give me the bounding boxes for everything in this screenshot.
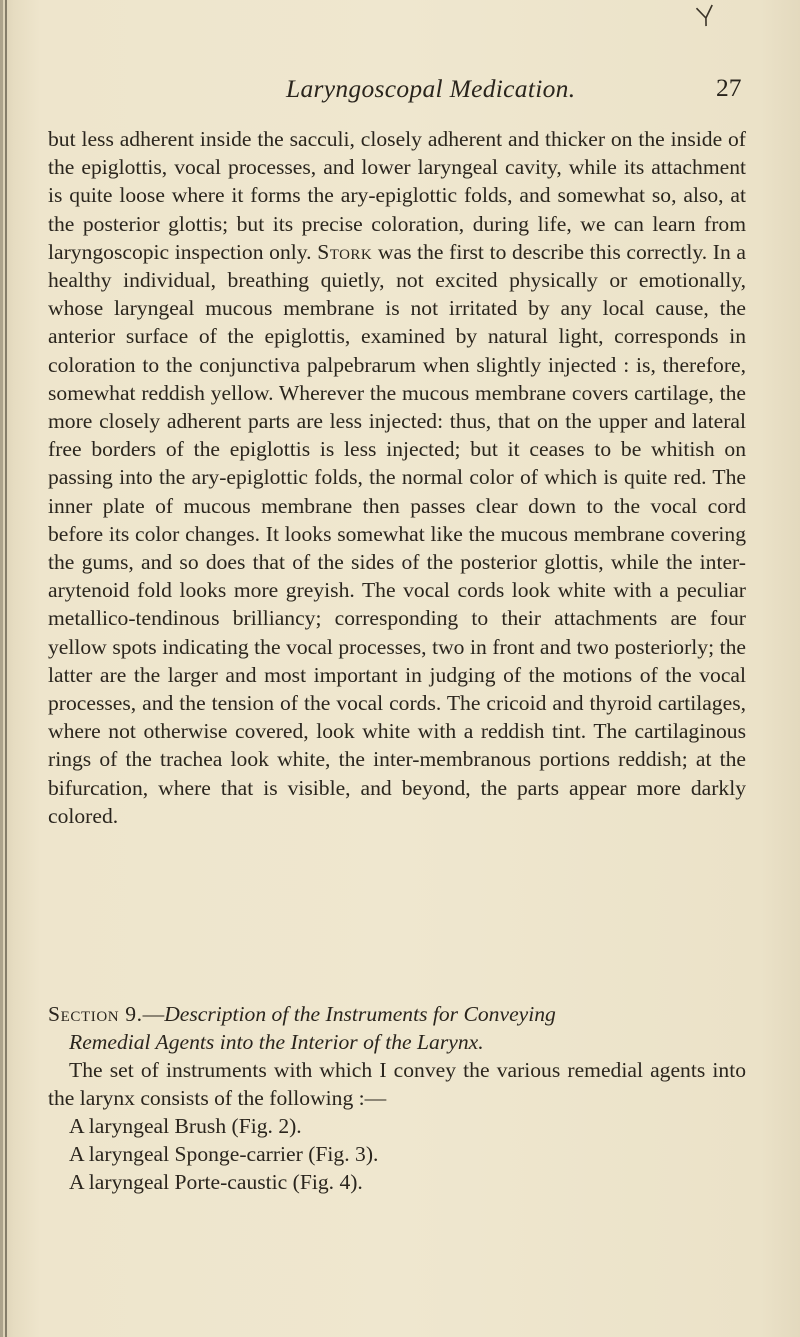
ink-mark-icon	[693, 3, 718, 30]
running-head-title: Laryngoscopal Medication.	[286, 74, 576, 103]
body-text-part-1: but less adherent inside the sacculi, closely adherent and thicker on the inside of the epiglottis, vocal processes, and lower laryngeal cavity, while its attachment is quite loose where it forms the ary-epiglottic folds, and somewhat so, also, at the posterior glottis; but its precise coloration, during life, we can learn from laryngoscopic inspection only.	[48, 127, 746, 264]
body-text-part-2: was the first to describe this correctly. In a healthy individual, breathing quietly, not excited physically or emotionally, whose laryngeal mucous membrane is not irritated by any local cause, the anterior surface of the epiglottis, examined by natural light, corresponds in coloration to the conjunctiva palpebrarum when slightly injected : is, therefore, somewhat reddish yellow. Wherever the mucous membrane covers cartilage, the more closely adherent parts are less injected: thus, that on the upper and lateral free borders of the epiglottis is less injected; but it ceases to be whitish on passing into the ary-epiglottic folds, the normal color of which is quite red. The inner plate of mucous membrane then passes clear down to the vocal cord before its color changes. It looks somewhat like the mucous membrane covering the gums, and so does that of the sides of the posterior glottis, while the inter-arytenoid fold looks more greyish. The vocal cords look white with a peculiar metallico-tendinous brilliancy; corresponding to their attachments are four yellow spots indicating the vocal processes, two in front and two posteriorly; the latter are the larger and most important in judging of the motions of the vocal processes, and the tension of the vocal cords. The cricoid and thyroid cartilages, where not otherwise covered, look white with a reddish tint. The cartilaginous rings of the trachea look white, the inter-membranous portions reddish; at the bifurcation, where that is visible, and beyond, the parts appear more darkly colored.	[48, 239, 746, 828]
section-title-line-1: Description of the Instruments for Conveying	[164, 1002, 556, 1026]
instruments-intro: The set of instruments with which I convey the various remedial agents into the larynx consists of the following :—	[48, 1058, 746, 1111]
author-name-smallcaps: Stork	[317, 239, 373, 264]
section-title-line-2: Remedial Agents into the Interior of the Larynx.	[69, 1030, 484, 1055]
binding-edge	[0, 0, 3, 1337]
body-paragraph	[48, 125, 746, 830]
instrument-list	[69, 1112, 378, 1197]
section-label: Section 9.	[48, 1002, 143, 1026]
stray-ink-mark	[693, 3, 719, 35]
section-heading: Section 9.—Description of the Instruments for Conveying Remedial Agents into the Interior of the Larynx.	[48, 1000, 746, 1056]
list-item: A laryngeal Porte-caustic (Fig. 4).	[69, 1170, 363, 1195]
list-item: A laryngeal Brush (Fig. 2).	[69, 1114, 302, 1138]
list-item: A laryngeal Sponge-carrier (Fig. 3).	[69, 1142, 379, 1167]
page-number: 27	[716, 73, 742, 102]
binding-line	[5, 0, 7, 1337]
